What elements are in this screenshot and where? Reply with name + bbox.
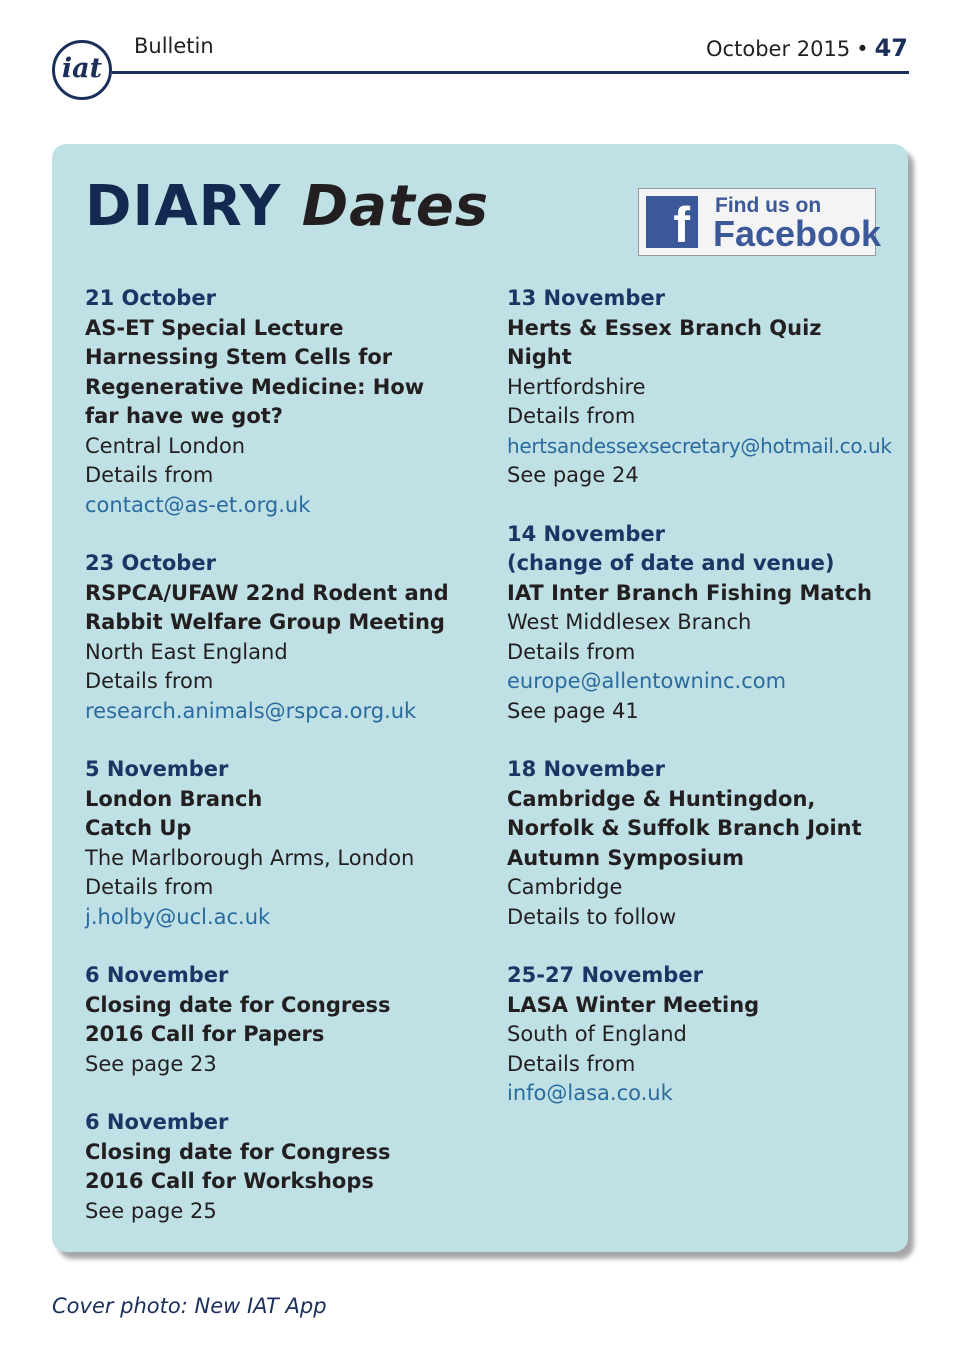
- event-email-link[interactable]: research.animals@rspca.org.uk: [85, 698, 417, 723]
- event-detail: Details from: [85, 875, 214, 899]
- event-title: Catch Up: [85, 816, 192, 840]
- event-date: 23 October: [85, 551, 216, 575]
- issue-date-page: [706, 34, 908, 62]
- event-date-note: (change of date and venue): [507, 551, 835, 575]
- event-title: AS-ET Special Lecture: [85, 315, 344, 340]
- event-detail: Hertfordshire: [507, 374, 646, 399]
- diary-event: [85, 284, 485, 520]
- event-title: RSPCA/UFAW 22nd Rodent and: [85, 580, 449, 605]
- event-title: 2016 Call for Workshops: [85, 1169, 374, 1193]
- event-detail: South of England: [507, 1022, 687, 1046]
- event-date: 21 October: [85, 286, 216, 310]
- facebook-line1: Find us on: [715, 194, 822, 217]
- event-detail: The Marlborough Arms, London: [85, 845, 415, 870]
- event-date: 6 November: [85, 1110, 229, 1134]
- event-page-ref: See page 41: [507, 698, 639, 723]
- cover-photo-caption: Cover photo: New IAT App: [52, 1294, 327, 1318]
- diary-event: [507, 520, 907, 727]
- facebook-line2: Facebook: [713, 213, 882, 254]
- event-email-link[interactable]: europe@allentowninc.com: [507, 669, 787, 693]
- event-detail: Details from: [85, 463, 214, 487]
- event-detail: North East England: [85, 639, 288, 664]
- event-title: Regenerative Medicine: How: [85, 374, 425, 399]
- event-title: 2016 Call for Papers: [85, 1022, 325, 1046]
- event-detail: Central London: [85, 433, 246, 458]
- section-title: Bulletin: [134, 34, 214, 58]
- event-title: IAT Inter Branch Fishing Match: [507, 580, 872, 605]
- event-title: far have we got?: [85, 404, 283, 428]
- iat-logo: iat: [52, 40, 112, 100]
- event-detail: Details from: [507, 404, 636, 428]
- event-title: Autumn Symposium: [507, 845, 745, 870]
- event-email-link[interactable]: contact@as-et.org.uk: [85, 492, 311, 517]
- diary-event: [507, 755, 907, 932]
- event-date: 14 November: [507, 521, 665, 546]
- event-detail: Details from: [507, 639, 636, 664]
- event-detail: See page 25: [85, 1198, 217, 1223]
- event-title: Herts & Essex Branch Quiz: [507, 315, 822, 340]
- event-date: 18 November: [507, 757, 665, 781]
- diary-panel: [52, 144, 908, 1252]
- event-date: 13 November: [507, 286, 665, 310]
- event-email-link[interactable]: hertsandessexsecretary@hotmail.co.uk: [507, 433, 892, 458]
- page-title: [85, 176, 489, 238]
- event-title: Closing date for Congress: [85, 1139, 391, 1164]
- events-right-column: [507, 284, 907, 1138]
- event-detail: See page 23: [85, 1051, 217, 1076]
- page-number: 47: [874, 34, 908, 62]
- diary-event: [85, 549, 485, 726]
- event-title: LASA Winter Meeting: [507, 992, 760, 1017]
- diary-event: [507, 961, 907, 1109]
- event-title: Norfolk & Suffolk Branch Joint: [507, 816, 862, 840]
- event-detail: Details from: [507, 1051, 636, 1076]
- event-title: Harnessing Stem Cells for: [85, 345, 393, 369]
- header-rule: [112, 71, 909, 74]
- events-left-column: [85, 284, 485, 1255]
- diary-event: [85, 1108, 485, 1226]
- diary-event: [85, 755, 485, 932]
- event-page-ref: See page 24: [507, 463, 639, 487]
- title-emphasis: Dates: [301, 174, 490, 239]
- event-title: Cambridge & Huntingdon,: [507, 786, 816, 811]
- facebook-badge[interactable]: [638, 188, 882, 256]
- title-main: DIARY: [85, 174, 282, 239]
- event-detail: Details to follow: [507, 904, 677, 929]
- event-date: 25-27 November: [507, 963, 703, 987]
- event-title: Rabbit Welfare Group Meeting: [85, 610, 445, 634]
- diary-event: [85, 961, 485, 1079]
- issue-date: October 2015: [706, 37, 851, 61]
- event-title: London Branch: [85, 786, 263, 811]
- event-date: 5 November: [85, 757, 229, 781]
- event-date: 6 November: [85, 963, 229, 987]
- separator-dot: •: [856, 37, 869, 61]
- event-email-link[interactable]: info@lasa.co.uk: [507, 1081, 673, 1105]
- event-title: Night: [507, 345, 572, 369]
- facebook-icon: f: [646, 196, 698, 248]
- event-detail: Cambridge: [507, 875, 623, 899]
- event-detail: West Middlesex Branch: [507, 610, 752, 634]
- event-email-link[interactable]: j.holby@ucl.ac.uk: [85, 904, 271, 929]
- diary-event: [507, 284, 907, 491]
- event-title: Closing date for Congress: [85, 992, 391, 1017]
- event-detail: Details from: [85, 669, 214, 693]
